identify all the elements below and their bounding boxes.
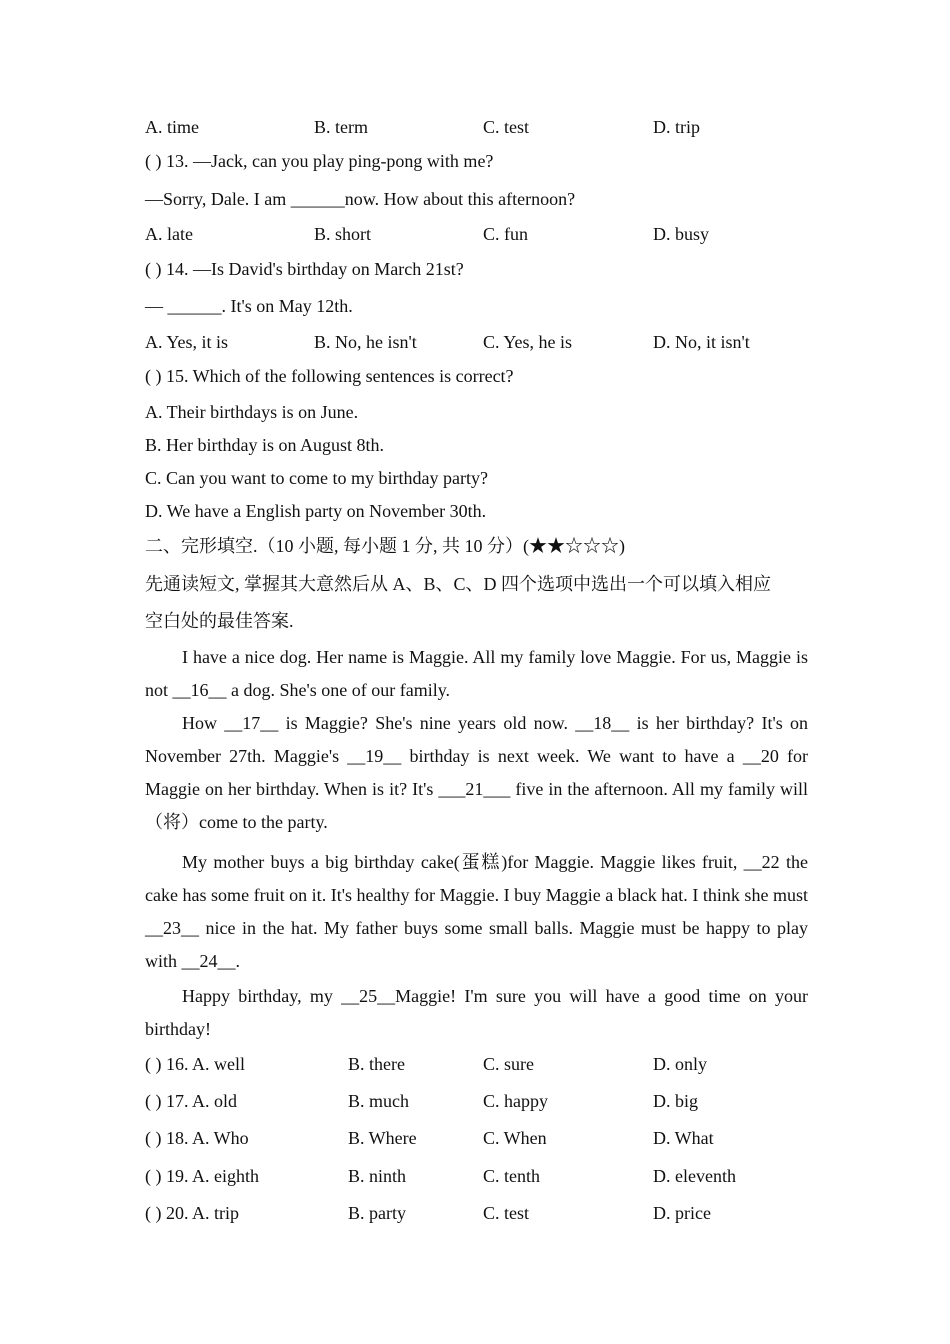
q17-option-a: ( ) 17. A. old (145, 1091, 237, 1111)
q15-stem: ( ) 15. Which of the following sentences is correct? (145, 366, 514, 386)
q17-option-c: C. happy (483, 1091, 548, 1111)
q16-option-b: B. there (348, 1054, 405, 1074)
q13-option-c: C. fun (483, 224, 528, 244)
section-instruction-line2: 空白处的最佳答案. (145, 611, 294, 631)
q13-option-a: A. late (145, 224, 193, 244)
q15-option-a: A. Their birthdays is on June. (145, 402, 359, 422)
passage-paragraph-3: My mother buys a big birthday cake(蛋糕)for Maggie. Maggie likes fruit, __22 the cake has some fruit on it. It's healthy for Maggie. I buy Maggie a black hat. I think she must __23__ nice in the hat. My father buys some small balls. Maggie must be happy to play with __24__. (145, 852, 808, 971)
q13-stem: ( ) 13. —Jack, can you play ping-pong with me? (145, 151, 494, 171)
q12-option-c: C. test (483, 117, 530, 137)
q19-option-d: D. eleventh (653, 1166, 736, 1186)
q13-dialog: —Sorry, Dale. I am ______now. How about this afternoon? (145, 189, 576, 209)
q14-stem: ( ) 14. —Is David's birthday on March 21st? (145, 259, 464, 279)
q12-option-a: A. time (145, 117, 199, 137)
q20-option-a: ( ) 20. A. trip (145, 1203, 239, 1223)
q15-option-b: B. Her birthday is on August 8th. (145, 435, 384, 455)
q20-option-c: C. test (483, 1203, 530, 1223)
q17-option-b: B. much (348, 1091, 409, 1111)
q15-option-d: D. We have a English party on November 30th. (145, 501, 487, 521)
passage-paragraph-2: How __17__ is Maggie? She's nine years old now. __18__ is her birthday? It's on November 27th. Maggie's __19__ birthday is next week. We want to have a __20 for Maggie on her birthday. When is it? It's ___21___ five in the afternoon. All my family will（将）come to the party. (145, 713, 808, 832)
q14-option-d: D. No, it isn't (653, 332, 750, 352)
passage-paragraph-1: I have a nice dog. Her name is Maggie. All my family love Maggie. For us, Maggie is not __16__ a dog. She's one of our family. (145, 647, 808, 700)
q14-option-b: B. No, he isn't (314, 332, 417, 352)
q14-option-c: C. Yes, he is (483, 332, 573, 352)
q14-option-a: A. Yes, it is (145, 332, 229, 352)
q19-option-c: C. tenth (483, 1166, 540, 1186)
section-instruction-line1: 先通读短文, 掌握其大意然后从 A、B、C、D 四个选项中选出一个可以填入相应 (145, 574, 772, 594)
q13-option-b: B. short (314, 224, 372, 244)
q20-option-d: D. price (653, 1203, 711, 1223)
q12-option-b: B. term (314, 117, 368, 137)
q20-option-b: B. party (348, 1203, 406, 1223)
q15-option-c: C. Can you want to come to my birthday party? (145, 468, 488, 488)
q18-option-b: B. Where (348, 1128, 417, 1148)
passage-paragraph-4: Happy birthday, my __25__Maggie! I'm sure you will have a good time on your birthday! (145, 986, 808, 1039)
q13-option-d: D. busy (653, 224, 710, 244)
q18-option-d: D. What (653, 1128, 714, 1148)
q18-option-a: ( ) 18. A. Who (145, 1128, 249, 1148)
q14-dialog: — ______. It's on May 12th. (145, 296, 353, 316)
q12-option-d: D. trip (653, 117, 700, 137)
q19-option-b: B. ninth (348, 1166, 407, 1186)
q17-option-d: D. big (653, 1091, 698, 1111)
q16-option-a: ( ) 16. A. well (145, 1054, 245, 1074)
section-heading: 二、完形填空.（10 小题, 每小题 1 分, 共 10 分）(★★☆☆☆) (145, 536, 625, 556)
q16-option-d: D. only (653, 1054, 707, 1074)
q18-option-c: C. When (483, 1128, 547, 1148)
q19-option-a: ( ) 19. A. eighth (145, 1166, 259, 1186)
q16-option-c: C. sure (483, 1054, 534, 1074)
